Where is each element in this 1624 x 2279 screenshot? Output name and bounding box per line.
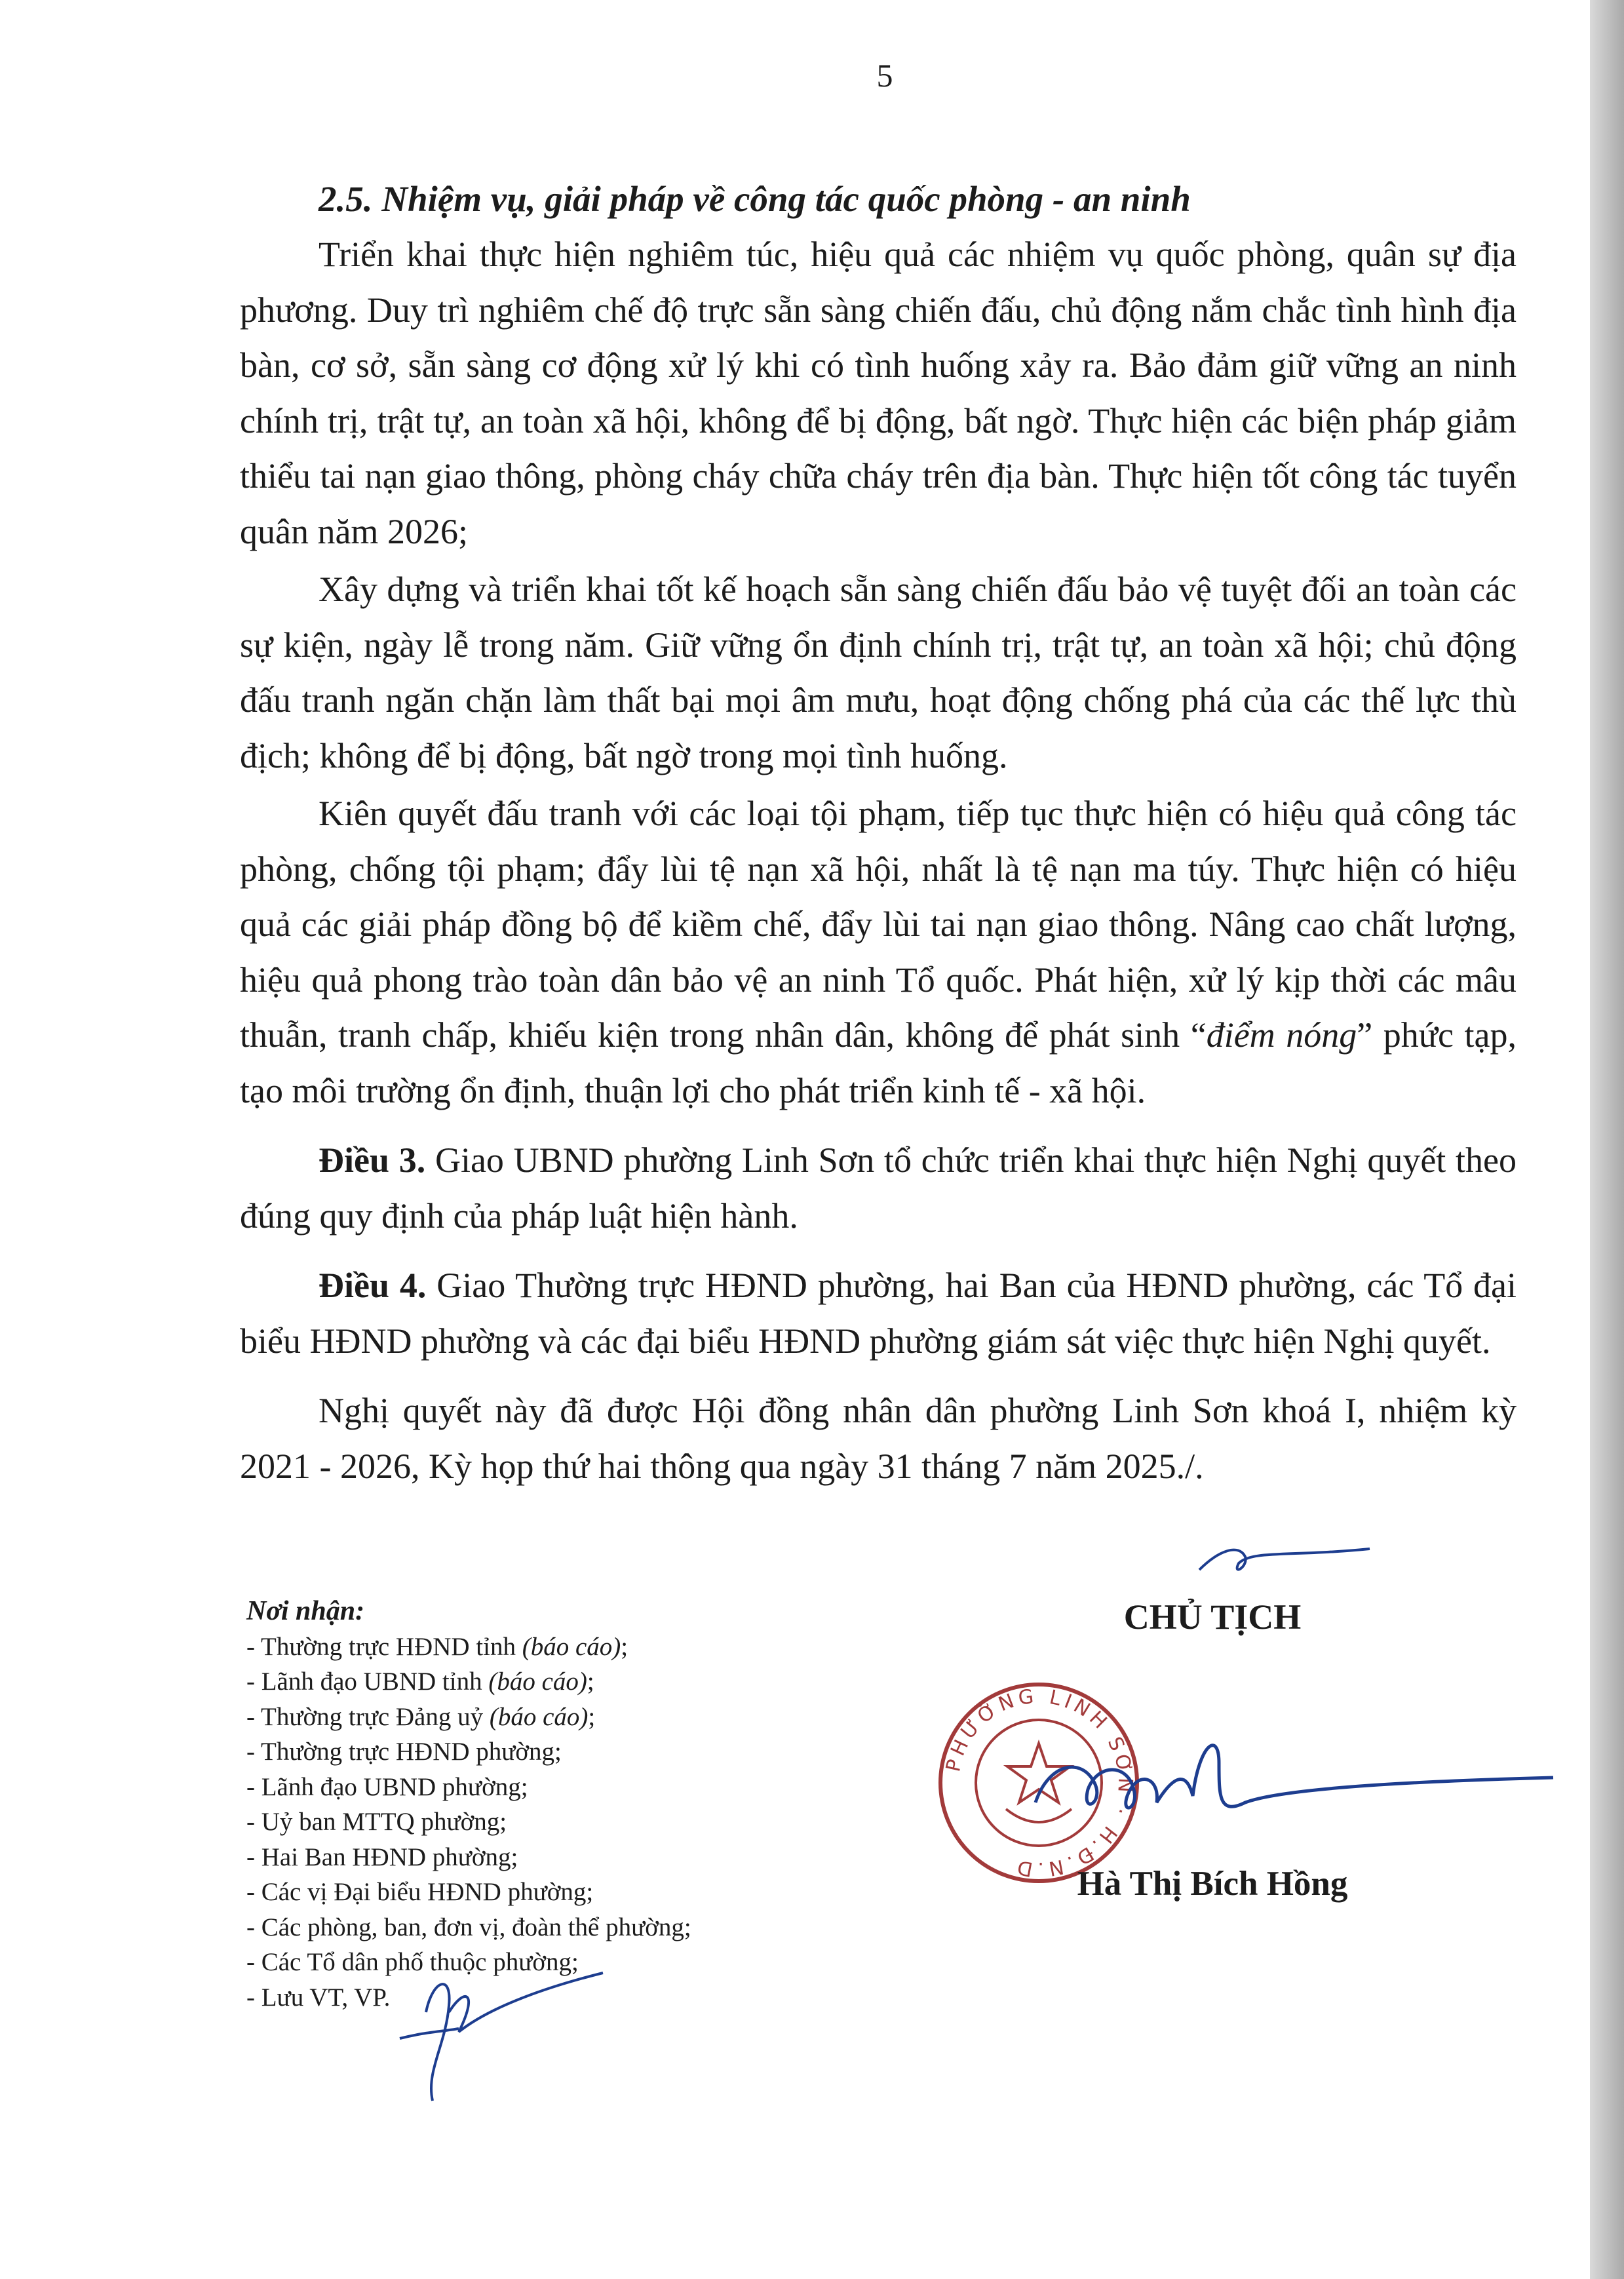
initial-mark-icon — [1193, 1537, 1376, 1589]
document-body — [240, 172, 1517, 1496]
signer-name: Hà Thị Bích Hồng — [1077, 1865, 1348, 1903]
recipient-item: - Thường trực Đảng uỷ (báo cáo); — [246, 1702, 596, 1731]
article-3-label: Điều 3. — [319, 1140, 426, 1180]
article-3-text: Giao UBND phường Linh Sơn tổ chức triển khai thực hiện Nghị quyết theo đúng quy định của pháp luật hiện hành. — [240, 1140, 1517, 1236]
recipient-item: - Thường trực HĐND tỉnh (báo cáo); — [246, 1632, 628, 1661]
clerk-initial-icon — [387, 1960, 609, 2111]
paragraph-defense: Triển khai thực hiện nghiêm túc, hiệu quả các nhiệm vụ quốc phòng, quân sự địa phương. Duy trì nghiêm chế độ trực sẵn sàng chiến đấu, chủ động nắm chắc tình hình địa bàn, cơ sở, sẵn sàng cơ động xử lý khi có tình huống xảy ra. Bảo đảm giữ vững an ninh chính trị, trật tự, an toàn xã hội, không để bị động, bất ngờ. Thực hiện các biện pháp giảm thiểu tai nạn giao thông, phòng cháy chữa cháy trên địa bàn. Thực hiện tốt công tác tuyển quân năm 2026; — [240, 235, 1517, 551]
recipient-item: - Lãnh đạo UBND phường; — [246, 1772, 528, 1801]
recipient-item: - Thường trực HĐND phường; — [246, 1738, 562, 1766]
article-3 — [240, 1133, 1517, 1243]
closing-statement: Nghị quyết này đã được Hội đồng nhân dân phường Linh Sơn khoá I, nhiệm kỳ 2021 - 2026, Kỳ họp thứ hai thông qua ngày 31 tháng 7 năm 2025./. — [240, 1391, 1517, 1486]
recipient-item: - Các vị Đại biểu HĐND phường; — [246, 1878, 594, 1906]
recipient-item: - Hai Ban HĐND phường; — [246, 1842, 518, 1871]
recipient-item: - Các Tổ dân phố thuộc phường; — [246, 1948, 579, 1976]
seal-text: PHƯỜNG LINH SƠN · H.Đ.N.D — [942, 1685, 1137, 1881]
article-4 — [240, 1258, 1517, 1369]
recipient-item: - Các phòng, ban, đơn vị, đoàn thể phường; — [246, 1913, 691, 1941]
section-heading: 2.5. Nhiệm vụ, giải pháp về công tác quốc phòng - an ninh — [319, 179, 1191, 219]
recipients-title: Nơi nhận: — [246, 1596, 365, 1626]
article-4-text: Giao Thường trực HĐND phường, hai Ban của HĐND phường, các Tổ đại biểu HĐND phường và các đại biểu HĐND phường giám sát việc thực hiện Nghị quyết. — [240, 1266, 1517, 1361]
article-4-label: Điều 4. — [319, 1266, 427, 1305]
scan-edge-shadow — [1590, 0, 1624, 2279]
recipient-item: - Lãnh đạo UBND tỉnh (báo cáo); — [246, 1667, 594, 1696]
recipient-item: - Lưu VT, VP. — [246, 1983, 391, 2012]
paragraph-crime-text-b: ” phức tạp, tạo môi trường ổn định, thuận lợi cho phát triển kinh tế - xã hội. — [240, 1015, 1517, 1110]
recipient-item: - Uỷ ban MTTQ phường; — [246, 1808, 507, 1836]
hotspot-term: điểm nóng — [1206, 1015, 1357, 1055]
signer-title: CHỦ TỊCH — [1123, 1597, 1302, 1637]
paragraph-security: Xây dựng và triển khai tốt kế hoạch sẵn sàng chiến đấu bảo vệ tuyệt đối an toàn các sự kiện, ngày lễ trong năm. Giữ vững ổn định chính trị, trật tự, an toàn xã hội; chủ động đấu tranh ngăn chặn làm thất bại mọi âm mưu, hoạt động chống phá của các thế lực thù địch; không để bị động, bất ngờ trong mọi tình huống. — [240, 570, 1517, 775]
page-number: 5 — [876, 57, 893, 94]
recipients-block — [246, 1594, 836, 2015]
paragraph-crime — [240, 786, 1517, 1118]
paragraph-crime-text-a: Kiên quyết đấu tranh với các loại tội phạm, tiếp tục thực hiện có hiệu quả công tác phòng, chống tội phạm; đẩy lùi tệ nạn xã hội, nhất là tệ nạn ma túy. Thực hiện có hiệu quả các giải pháp đồng bộ để kiềm chế, đẩy lùi tai nạn giao thông. Nâng cao chất lượng, hiệu quả phong trào toàn dân bảo vệ an ninh Tổ quốc. Phát hiện, xử lý kịp thời các mâu thuẫn, tranh chấp, khiếu kiện trong nhân dân, không để phát sinh “ — [240, 794, 1517, 1055]
signature-icon — [1022, 1704, 1560, 1861]
